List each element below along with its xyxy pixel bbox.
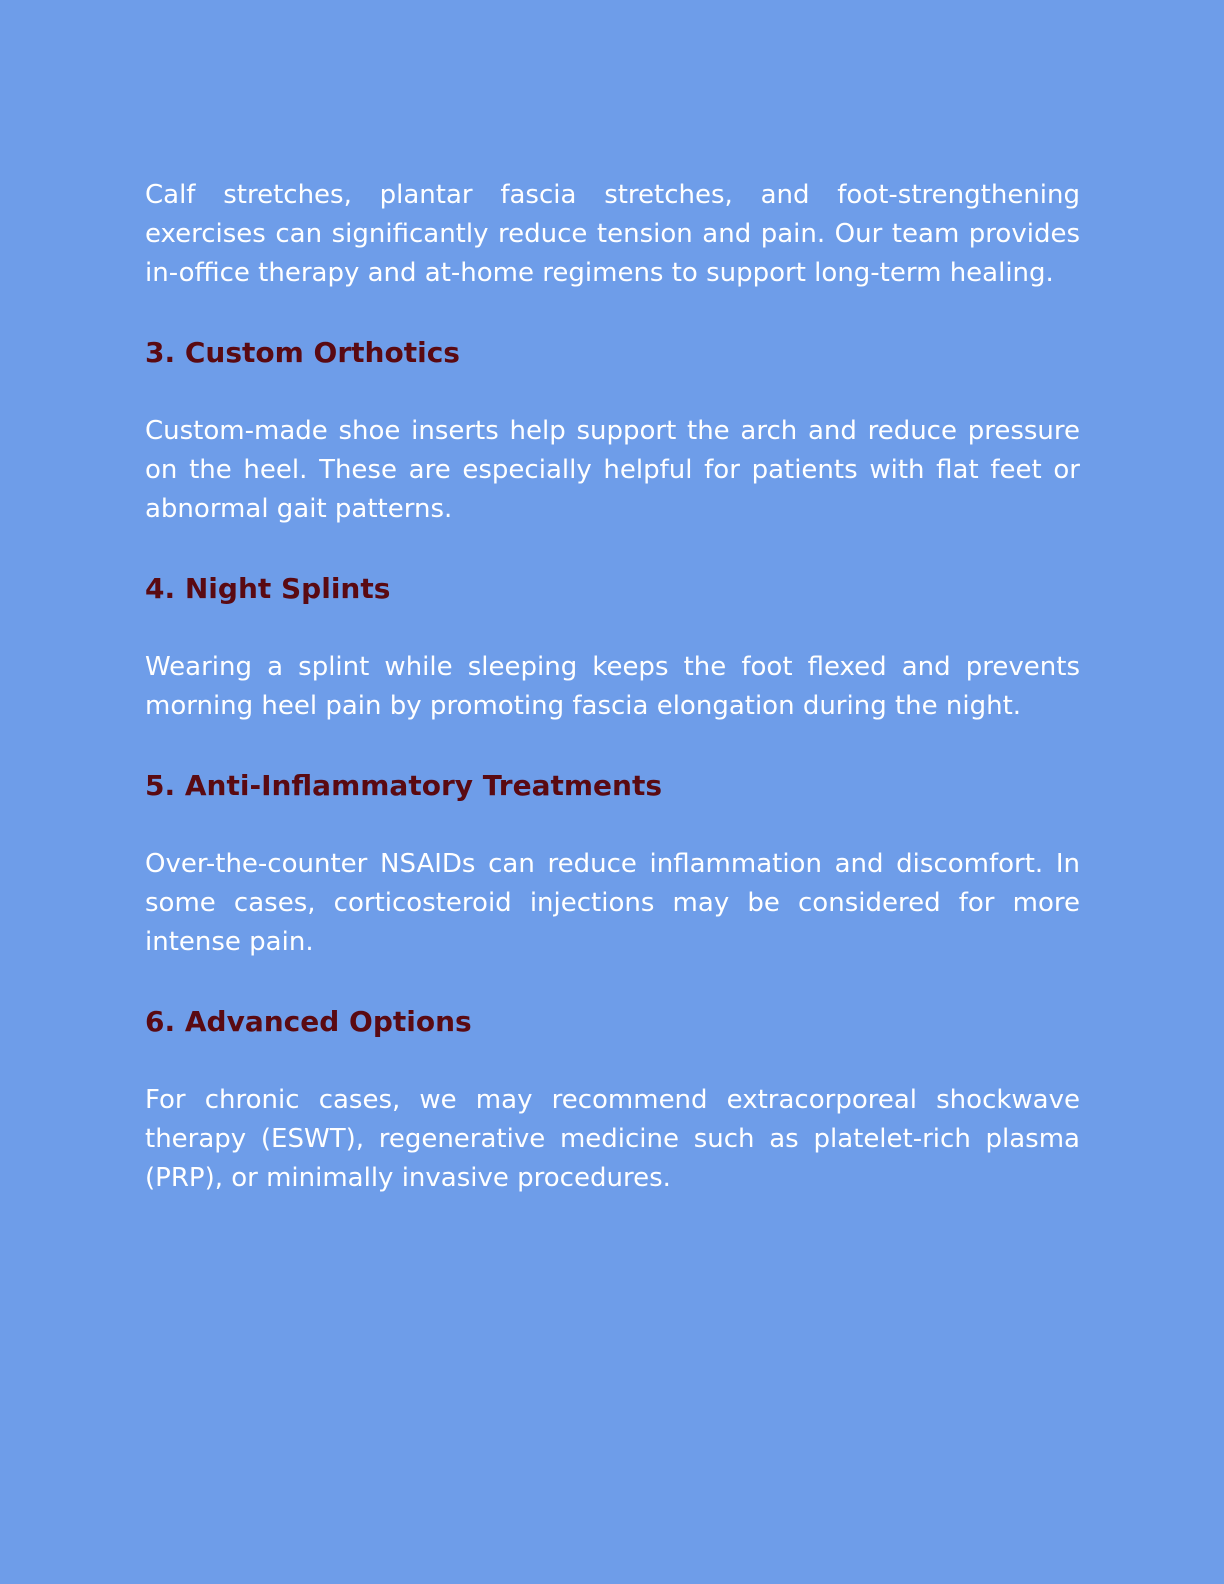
section-heading-advanced-options: 6. Advanced Options [145,1005,472,1038]
section-body-custom-orthotics: Custom-made shoe inserts help support the arch and reduce pressure on the heel. These are especially helpful for patients with flat feet or abnormal gait patterns. [145,416,1080,524]
section-heading-night-splints: 4. Night Splints [145,572,391,605]
intro-paragraph: Calf stretches, plantar fascia stretches, and foot-strengthening exercises can significantly reduce tension and pain. Our team provides in-office therapy and at-home regimens to support long-term healing. [145,180,1080,288]
section-body-night-splints: Wearing a splint while sleeping keeps the foot flexed and prevents morning heel pain by promoting fascia elongation during the night. [145,652,1080,721]
section-heading-anti-inflammatory: 5. Anti-Inflammatory Treatments [145,769,663,802]
section-body-anti-inflammatory: Over-the-counter NSAIDs can reduce inflammation and discomfort. In some cases, corticosteroid injections may be considered for more intense pain. [145,849,1080,957]
section-body-advanced-options: For chronic cases, we may recommend extracorporeal shockwave therapy (ESWT), regenerative medicine such as platelet-rich plasma (PRP), or minimally invasive procedures. [145,1085,1080,1193]
section-heading-custom-orthotics: 3. Custom Orthotics [145,336,460,369]
document-page [145,176,1080,1198]
